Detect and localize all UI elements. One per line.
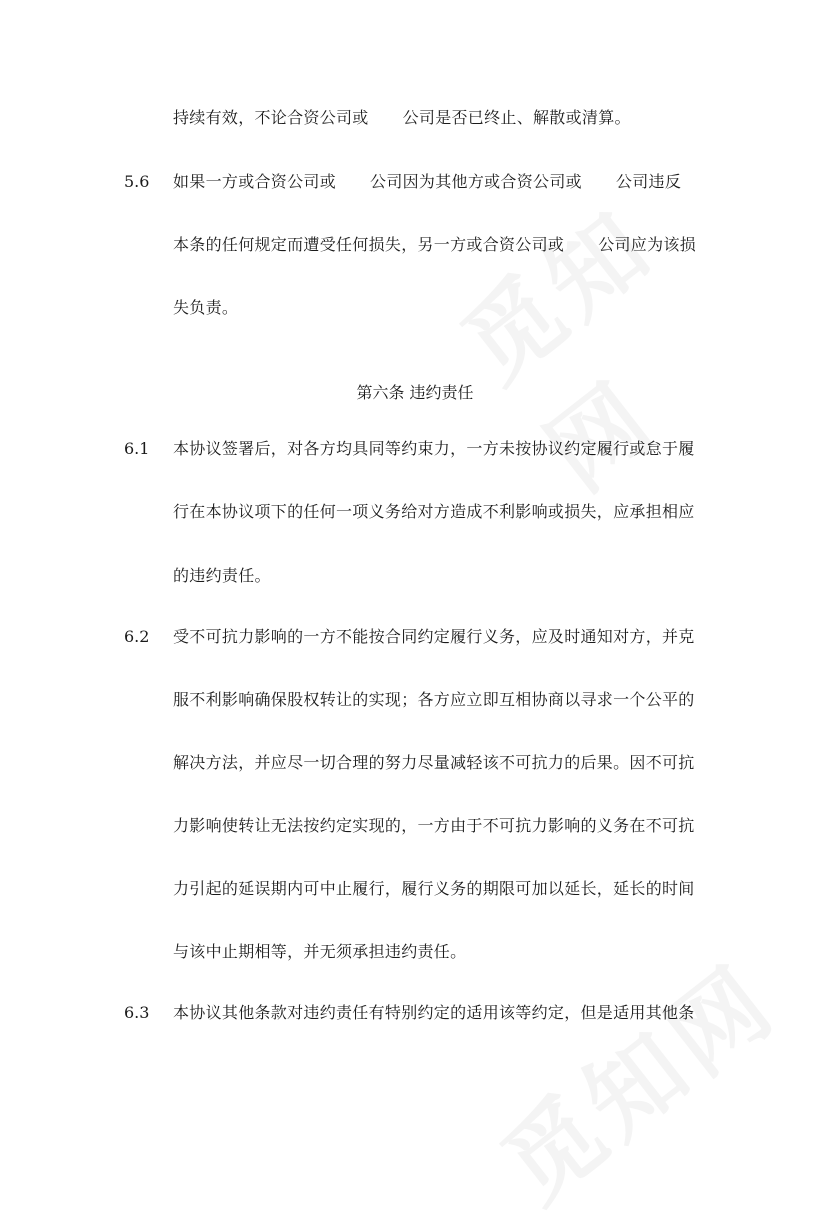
paragraph-line [173,235,696,255]
paragraph-line: 行在本协议项下的任何一项义务给对方造成不利影响或损失，应承担相应 [173,502,695,521]
paragraph-line: 服不利影响确保股权转让的实现；各方应立即互相协商以寻求一个公平的 [173,690,695,709]
paragraph-line: 受不可抗力影响的一方不能按合同约定履行义务，应及时通知对方，并克 [173,627,695,646]
paragraph-line: 解决方法，并应尽一切合理的努力尽量减轻该不可抗力的后果。因不可抗 [173,753,695,772]
text-segment: 公司因为其他方或合资公司或 [370,172,582,191]
paragraph-line: 与该中止期相等，并无须承担违约责任。 [173,942,467,961]
paragraph-line [173,172,681,192]
paragraph-line: 的违约责任。 [173,566,271,585]
text-segment: 公司应为该损 [598,235,697,254]
clause-number: 5.6 [124,172,150,191]
text-segment: 如果一方或合资公司或 [173,172,337,191]
text-segment: 公司违反 [615,172,682,191]
clause-number: 6.1 [124,439,150,458]
paragraph-line: 力引起的延误期内可中止履行，履行义务的期限可加以延长，延长的时间 [173,879,695,898]
text-segment: 持续有效，不论合资公司或 [173,108,369,127]
paragraph-line: 失负责。 [173,298,239,317]
clause-number: 6.3 [124,1003,150,1022]
paragraph-line: 本协议签署后，对各方均具同等约束力，一方未按协议约定履行或怠于履 [173,439,695,458]
paragraph-line: 力影响使转让无法按约定实现的，一方由于不可抗力影响的义务在不可抗 [173,816,695,835]
paragraph-line [173,108,631,128]
text-segment: 本条的任何规定而遭受任何损失，另一方或合资公司或 [173,235,565,254]
text-segment: 公司是否已终止、解散或清算。 [402,108,631,127]
clause-number: 6.2 [124,627,150,646]
paragraph-line: 本协议其他条款对违约责任有特别约定的适用该等约定，但是适用其他条 [173,1003,695,1022]
watermark-bottom [470,928,800,1228]
article-heading: 第六条 违约责任 [356,383,474,402]
